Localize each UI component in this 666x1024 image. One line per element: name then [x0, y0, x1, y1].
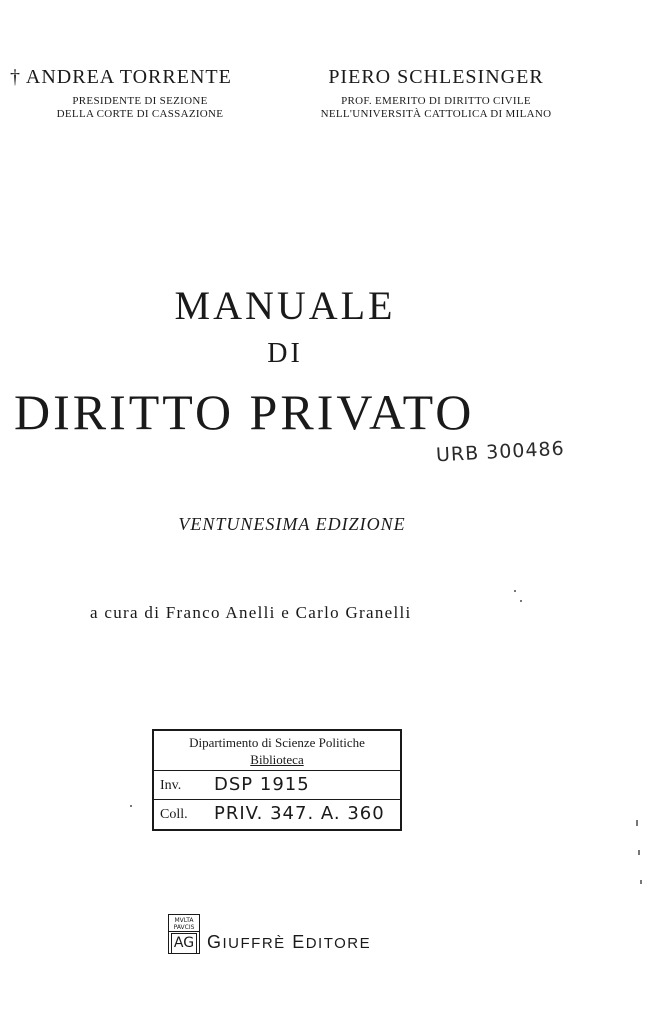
- logo-mark: AG: [171, 933, 197, 954]
- publisher-logo-icon: [168, 914, 200, 954]
- author-block-torrente: [10, 66, 260, 121]
- author-role-line: DELLA CORTE DI CASSAZIONE: [56, 108, 224, 120]
- stamp-coll-label: Coll.: [160, 807, 188, 822]
- stamp-row-collocation: [154, 800, 400, 829]
- edition-label: VENTUNESIMA EDIZIONE: [178, 514, 406, 534]
- handwritten-inventory-note: URB 300486: [435, 437, 566, 467]
- title-line-manuale: MANUALE: [174, 283, 396, 328]
- scan-speck: [520, 600, 522, 602]
- stamp-row-inventory: [154, 771, 400, 800]
- stamp-coll-value: PRIV. 347. A. 360: [214, 803, 385, 824]
- stamp-inv-value: DSP 1915: [214, 774, 310, 795]
- stamp-inv-label: Inv.: [160, 778, 182, 793]
- publisher-word-rest: DITORE: [305, 935, 372, 952]
- library-stamp: [152, 729, 402, 831]
- title-line-main: DIRITTO PRIVATO: [14, 384, 475, 440]
- author-role: [10, 95, 260, 121]
- scan-speck: [640, 880, 642, 884]
- scan-speck: [638, 850, 640, 855]
- author-role: [305, 95, 567, 121]
- stamp-department: Dipartimento di Scienze Politiche: [189, 735, 365, 750]
- publisher-name: [207, 932, 371, 953]
- logo-motto: MVLTA PAVCIS: [169, 915, 199, 932]
- scan-speck: [636, 820, 638, 826]
- author-block-schlesinger: [305, 66, 567, 121]
- publisher-word-rest: IUFFRÈ: [222, 935, 286, 952]
- author-role-line: NELL'UNIVERSITÀ CATTOLICA DI MILANO: [320, 108, 552, 120]
- publisher-initial: G: [207, 932, 223, 952]
- author-role-line: PRESIDENTE DI SEZIONE: [72, 95, 208, 107]
- publisher-initial: E: [292, 932, 306, 952]
- scan-speck: [130, 805, 132, 807]
- scan-speck: [514, 590, 516, 592]
- author-role-line: PROF. EMERITO DI DIRITTO CIVILE: [341, 95, 531, 107]
- stamp-library: Biblioteca: [250, 752, 304, 767]
- stamp-header: [154, 731, 400, 771]
- author-name: † ANDREA TORRENTE: [10, 66, 232, 88]
- author-name: PIERO SCHLESINGER: [328, 66, 544, 88]
- title-line-di: DI: [267, 338, 303, 369]
- curators-line: a cura di Franco Anelli e Carlo Granelli: [90, 603, 412, 622]
